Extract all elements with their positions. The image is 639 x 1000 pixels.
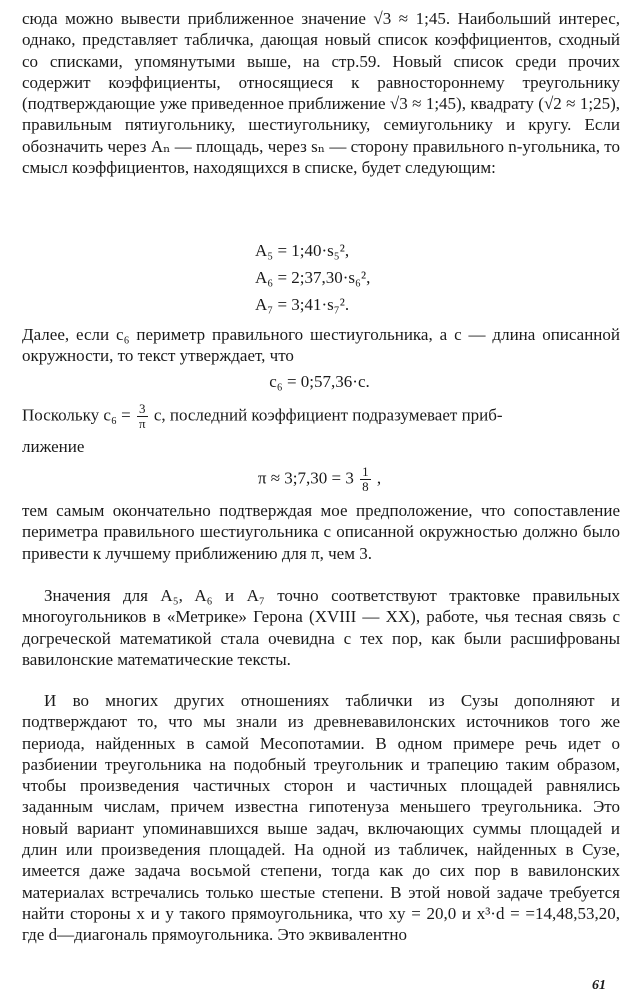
formula-a7: A₇ = 3;41·s₇². — [255, 295, 350, 314]
paragraph-conclusion: тем самым окончательно подтверждая мое предположение, что сопоставление периметра правильного шестиугольника с описанной окружностью должно было привести к лучшему приближению для π, чем 3. — [22, 501, 620, 563]
fraction-denominator: π — [138, 416, 146, 431]
fraction-1-over-8 — [360, 465, 371, 494]
page-number: 61 — [592, 978, 606, 993]
formula-a6: A₆ = 2;37,30·s₆², — [255, 268, 371, 287]
fraction-3-over-pi — [137, 402, 148, 431]
fraction-numerator: 3 — [137, 402, 148, 417]
fraction-numerator: 1 — [362, 464, 369, 479]
paragraph-perimeter: Далее, если c₆ периметр правильного шестиугольника, а c — длина описанной окружности, то текст утверждает, что — [22, 325, 620, 366]
formula-pi-approx — [0, 465, 639, 494]
since-text-after: c, последний коэффициент подразумевает приб- — [153, 405, 503, 425]
since-text-before: Поскольку c₆ = — [22, 405, 131, 425]
fraction-denominator: 8 — [362, 479, 369, 494]
formula-a5: A₅ = 1;40·s₅², — [255, 241, 350, 260]
paragraph-since-line — [22, 402, 503, 431]
pi-approx-lhs: π ≈ 3;7,30 = 3 — [257, 468, 354, 488]
formula-list-areas — [255, 237, 370, 318]
since-text-end: лижение — [22, 437, 85, 456]
formula-c6: c₆ = 0;57,36·c. — [269, 372, 370, 391]
paragraph-continuation: сюда можно вывести приближенное значение √3 ≈ 1;45. Наибольший интерес, однако, представляет табличка, дающая новый список коэффициентов, сходный со списками, упомянутыми выше, на стр.59. Новый список среди прочих содержит коэффициенты, относящиеся к равностороннему треугольнику (подтверждающие уже приведенное приближение √3 ≈ 1;45), квадрату (√2 ≈ 1;25), правильным пятиугольнику, шестиугольнику, семиугольнику и кругу. Если обозначить через Aₙ — площадь, через sₙ — сторону правильного n-угольника, то смысл коэффициентов, находящихся в списке, будет следующим: — [22, 9, 620, 178]
paragraph-susa: И во многих других отношениях таблички из Сузы дополняют и подтверждают то, что мы знали из древневавилонских источников того же периода, найденных в самой Месопотамии. В одном примере речь идет о разбиении треугольника на подобный треугольник и трапецию таким образом, чтобы произведения частичных сторон и частичных площадей равнялись заданным числам, причем известна гипотенуза меньшего треугольника. Это новый вариант упоминавшихся выше задач, включающих суммы площадей и длин или произведения площадей. На одной из табличек, найденных в Сузе, имеется даже задача восьмой степени, тогда как до сих пор в вавилонских материалах встречались только шестые степени. В этой новой задаче требуется найти стороны x и y такого прямоугольника, что xy = 20,0 и x³·d = =14,48,53,20, где d—диагональ прямоугольника. Это эквивалентно — [22, 691, 620, 945]
paragraph-heron: Значения для A₅, A₆ и A₇ точно соответствуют трактовке правильных многоугольников в «Метрике» Герона (XVIII — XX), работе, чья тесная связь с догреческой математикой стала очевидна с тех пор, как были расшифрованы вавилонские математические тексты. — [22, 586, 620, 669]
pi-approx-tail: , — [376, 468, 382, 488]
